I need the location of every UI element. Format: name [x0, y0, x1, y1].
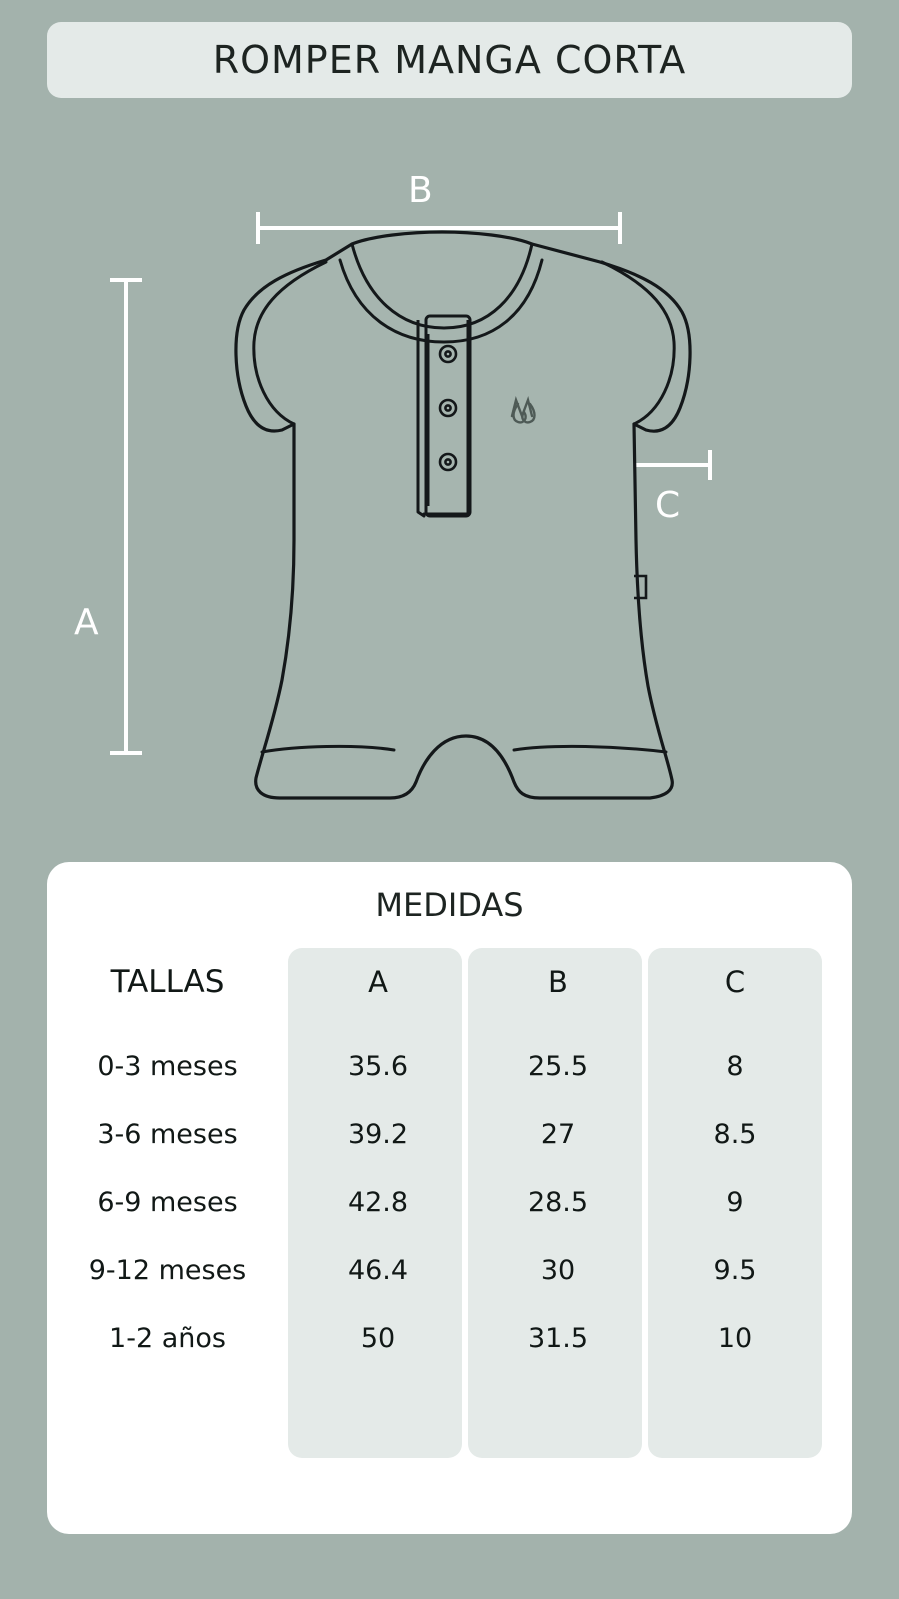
- row-value-b: 28.5: [527, 1186, 589, 1218]
- column-header-sizes: TALLAS: [110, 964, 225, 1000]
- romper-technical-drawing: [0, 120, 899, 840]
- row-value-a: 42.8: [347, 1186, 409, 1218]
- row-value-a: 35.6: [347, 1050, 409, 1082]
- measurements-table: [47, 948, 852, 1458]
- row-size-label: 9-12 meses: [88, 1254, 247, 1286]
- table-row: [47, 1304, 852, 1372]
- row-value-b: 30: [540, 1254, 576, 1286]
- title-card: [47, 22, 852, 98]
- row-value-c: 8.5: [713, 1118, 757, 1150]
- page-title: ROMPER MANGA CORTA: [212, 38, 687, 82]
- dimension-label-c: C: [655, 485, 681, 526]
- row-value-c: 9: [726, 1186, 744, 1218]
- row-value-b: 25.5: [527, 1050, 589, 1082]
- row-value-a: 46.4: [347, 1254, 409, 1286]
- row-value-c: 10: [717, 1322, 753, 1354]
- row-value-a: 50: [360, 1322, 396, 1354]
- row-value-a: 39.2: [347, 1118, 409, 1150]
- row-value-c: 8: [726, 1050, 744, 1082]
- row-size-label: 0-3 meses: [97, 1050, 238, 1082]
- table-row: [47, 1236, 852, 1304]
- table-row: [47, 1100, 852, 1168]
- row-value-b: 27: [540, 1118, 576, 1150]
- table-row: [47, 1032, 852, 1100]
- row-size-label: 3-6 meses: [97, 1118, 238, 1150]
- measurements-heading: MEDIDAS: [375, 886, 524, 924]
- row-value-b: 31.5: [527, 1322, 589, 1354]
- table-row: [47, 1168, 852, 1236]
- dimension-label-b: B: [408, 170, 433, 211]
- table-header-row: [47, 948, 852, 1016]
- measurements-card: [47, 862, 852, 1534]
- row-size-label: 6-9 meses: [97, 1186, 238, 1218]
- column-header-c: C: [724, 965, 746, 999]
- garment-illustration: [0, 120, 899, 840]
- row-size-label: 1-2 años: [109, 1322, 226, 1354]
- row-value-c: 9.5: [713, 1254, 757, 1286]
- dimension-label-a: A: [74, 602, 99, 643]
- column-header-a: A: [368, 965, 388, 999]
- column-header-b: B: [548, 965, 568, 999]
